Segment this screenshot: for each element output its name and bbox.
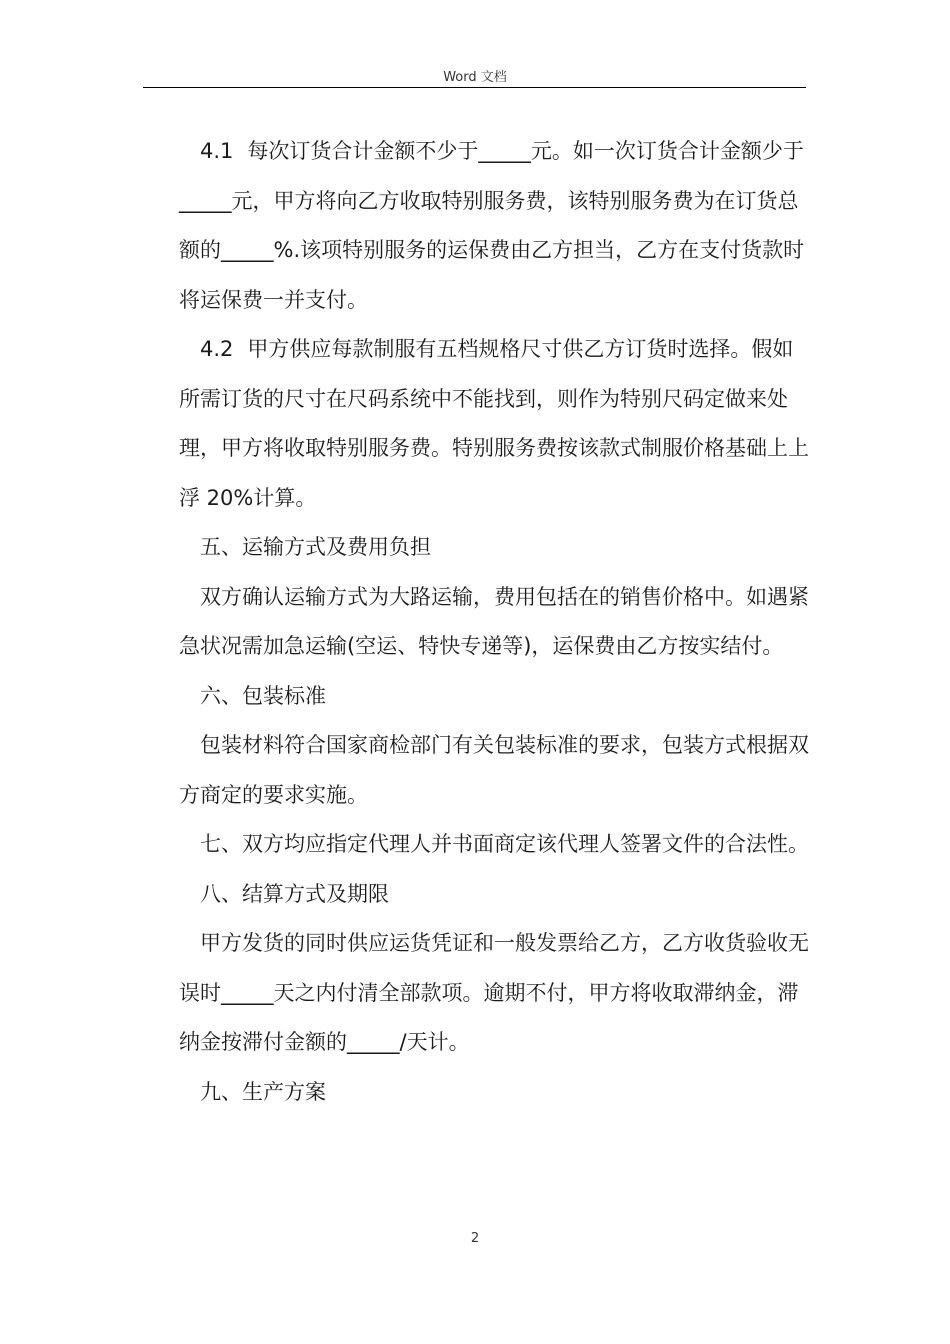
paragraph-4-2 [179, 325, 809, 523]
paragraph-text: 七、双方均应指定代理人并书面商定该代理人签署文件的合法性。 [200, 832, 809, 856]
paragraph-transport [179, 573, 809, 672]
header-title: Word 文档 [443, 70, 507, 85]
section-heading-packaging [179, 672, 809, 722]
section-heading-transport [179, 523, 809, 573]
paragraph-settlement [179, 919, 809, 1068]
page-footer [0, 1231, 950, 1246]
header-divider [143, 87, 806, 88]
paragraph-packaging [179, 721, 809, 820]
page-header [0, 66, 950, 85]
section-agent [179, 820, 809, 870]
paragraph-text: 甲方供应每款制服有五档规格尺寸供乙方订货时选择。假如所需订货的尺寸在尺码系统中不能找到，则作为特别尺码定做来处理，甲方将收取特别服务费。特别服务费按该款式制服价格基础上上浮 20%计算。 [179, 337, 809, 510]
paragraph-text: 六、包装标准 [200, 683, 326, 708]
paragraph-text: 包装材料符合国家商检部门有关包装标准的要求，包装方式根据双方商定的要求实施。 [179, 733, 809, 807]
paragraph-text: 双方确认运输方式为大路运输，费用包括在的销售价格中。如遇紧急状况需加急运输(空运、特快专递等)，运保费由乙方按实结付。 [179, 584, 809, 658]
paragraph-text: 每次订货合计金额不少于_____元。如一次订货合计金额少于_____元，甲方将向乙方收取特别服务费，该特别服务费为在订货总额的_____%.该项特别服务的运保费由乙方担当，乙方在支付货款时将运保费一并支付。 [179, 139, 805, 312]
paragraph-text: 九、生产方案 [200, 1079, 326, 1104]
paragraph-text: 甲方发货的同时供应运货凭证和一般发票给乙方，乙方收货验收无误时_____天之内付清全部款项。逾期不付，甲方将收取滞纳金，滞纳金按滞付金额的_____/天计。 [179, 931, 809, 1054]
clause-number: 4.1 [200, 139, 234, 163]
clause-number: 4.2 [200, 337, 234, 361]
paragraph-text: 五、运输方式及费用负担 [200, 535, 431, 559]
section-heading-production [179, 1068, 809, 1118]
page-number: 2 [470, 1231, 480, 1246]
section-heading-settlement [179, 870, 809, 920]
paragraph-text: 八、结算方式及期限 [200, 881, 389, 906]
document-body [179, 127, 809, 1117]
paragraph-4-1 [179, 127, 809, 325]
